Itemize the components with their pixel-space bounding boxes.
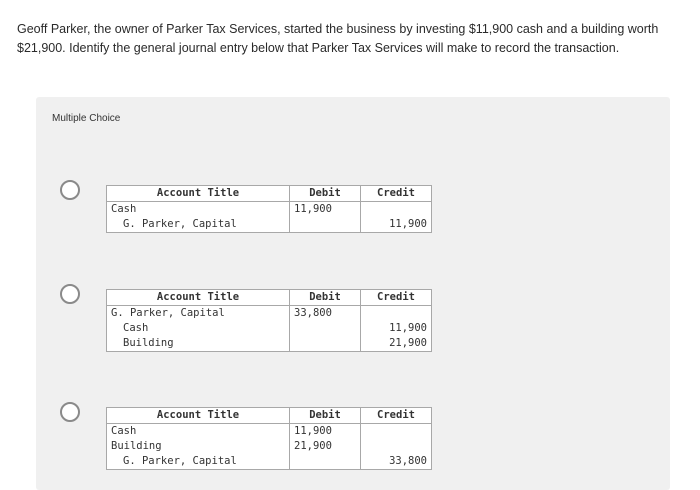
account-line: G. Parker, Capital [111,307,225,319]
option-3-journal-table [106,407,432,470]
table-header-row [107,290,432,306]
account-line: Building [123,337,174,349]
table-header-row [107,408,432,424]
debit-cell [290,424,361,470]
credit-value: 11,900 [389,322,427,334]
credit-header: Credit [361,186,432,202]
account-line: Cash [111,203,137,215]
option-2-radio[interactable] [60,284,80,304]
account-title-header: Account Title [107,408,290,424]
table-row [107,424,432,470]
debit-value [294,336,356,351]
account-cell [107,202,290,233]
account-cell [107,306,290,352]
question-text: Geoff Parker, the owner of Parker Tax Services, started the business by investing $11,900 cash and a building worth $21,900. Identify the general journal entry below that Parker Tax Services will make to record the transaction. [17,22,659,55]
multiple-choice-label: Multiple Choice [52,113,121,124]
credit-value [365,424,427,439]
credit-header: Credit [361,290,432,306]
debit-value: 21,900 [294,440,332,452]
debit-header: Debit [290,290,361,306]
option-2-journal-table [106,289,432,352]
account-line: G. Parker, Capital [123,455,237,467]
credit-value [365,202,427,217]
account-line: Cash [111,425,137,437]
credit-cell [361,202,432,233]
debit-value [294,454,356,469]
debit-cell [290,202,361,233]
option-1-radio[interactable] [60,180,80,200]
option-3-radio[interactable] [60,402,80,422]
credit-header: Credit [361,408,432,424]
debit-header: Debit [290,186,361,202]
debit-value [294,217,356,232]
account-line: Building [111,440,162,452]
credit-value: 11,900 [389,218,427,230]
account-cell [107,424,290,470]
table-row [107,202,432,233]
credit-value: 33,800 [389,455,427,467]
debit-value [294,321,356,336]
table-header-row [107,186,432,202]
account-title-header: Account Title [107,186,290,202]
debit-value: 33,800 [294,307,332,319]
credit-value [365,439,427,454]
credit-value: 21,900 [389,337,427,349]
table-row [107,306,432,352]
debit-value: 11,900 [294,203,332,215]
credit-cell [361,306,432,352]
multiple-choice-panel [36,97,670,490]
account-line: Cash [123,322,149,334]
account-title-header: Account Title [107,290,290,306]
debit-header: Debit [290,408,361,424]
debit-value: 11,900 [294,425,332,437]
credit-cell [361,424,432,470]
account-line: G. Parker, Capital [123,218,237,230]
debit-cell [290,306,361,352]
option-1-journal-table [106,185,432,233]
credit-value [365,306,427,321]
